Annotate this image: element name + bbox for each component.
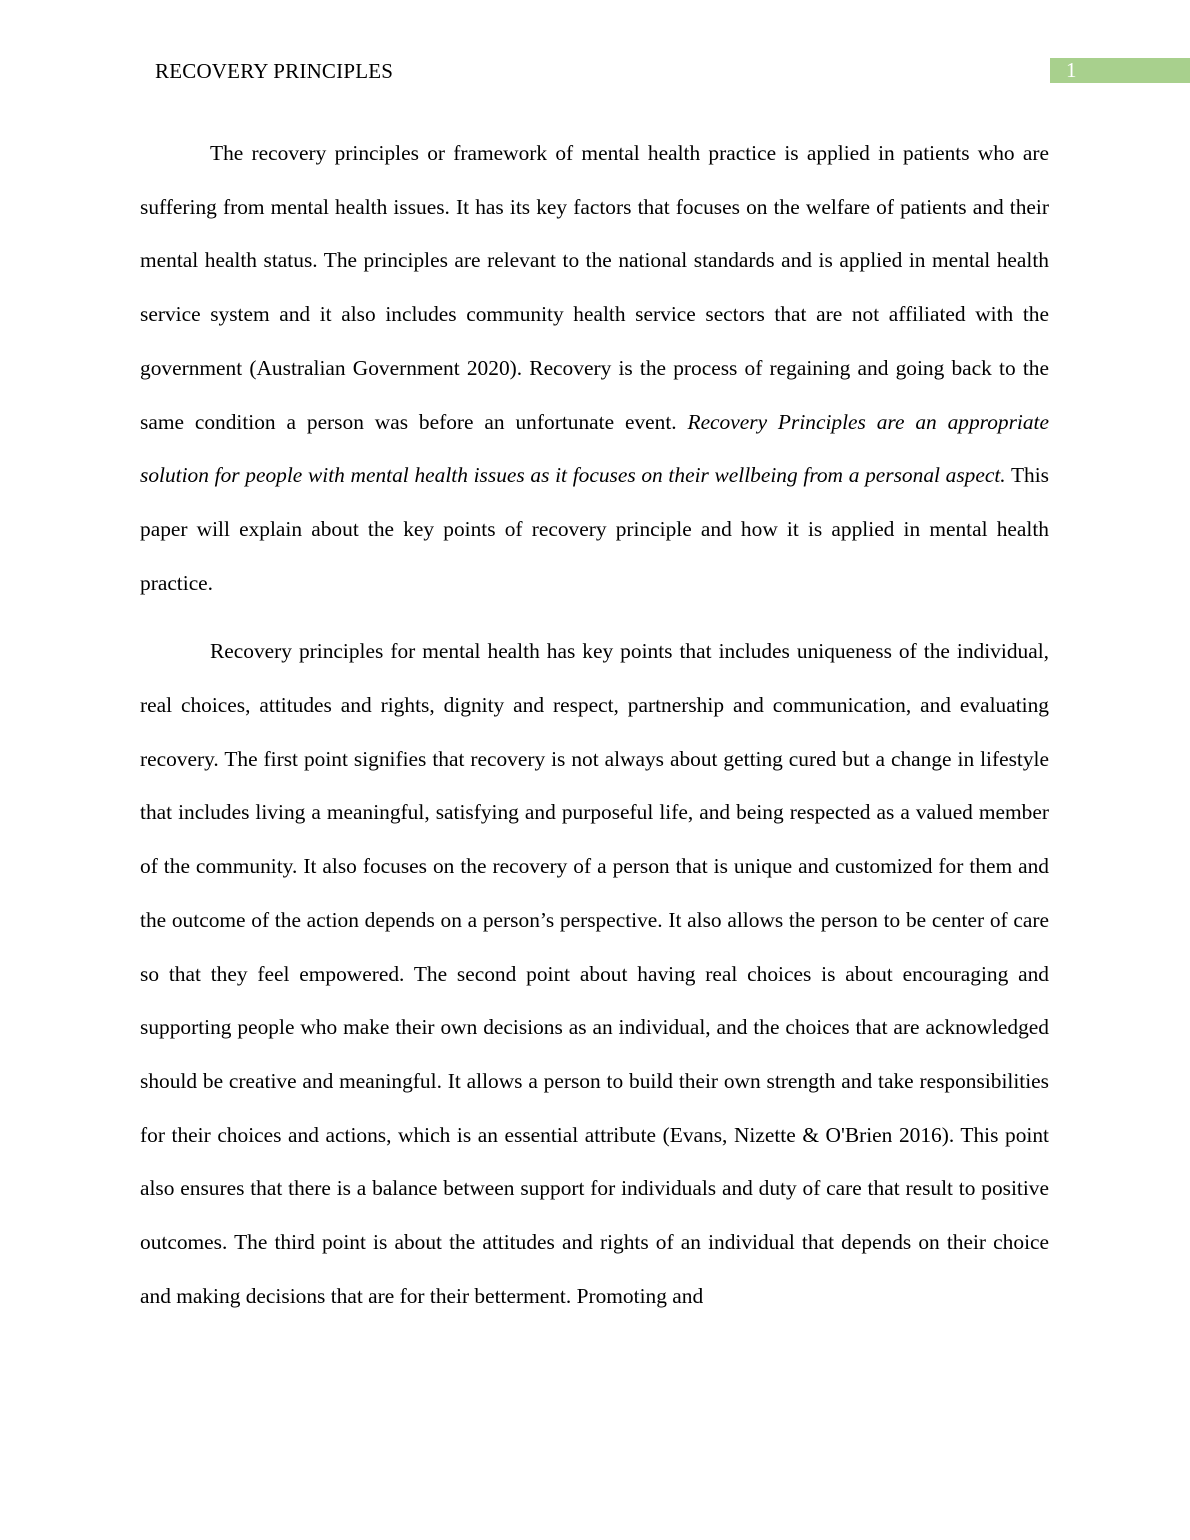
paragraph-introduction [140, 127, 1049, 610]
paragraph-key-points: Recovery principles for mental health has key points that includes uniqueness of the individual, real choices, attitudes and rights, dignity and respect, partnership and communication, and evaluating recovery. The first point signifies that recovery is not always about getting cured but a change in lifestyle that includes living a meaningful, satisfying and purposeful life, and being respected as a valued member of the community. It also focuses on the recovery of a person that is unique and customized for them and the outcome of the action depends on a person’s perspective. It also allows the person to be center of care so that they feel empowered. The second point about having real choices is about encouraging and supporting people who make their own decisions as an individual, and the choices that are acknowledged should be creative and meaningful. It allows a person to build their own strength and take responsibilities for their choices and actions, which is an essential attribute (Evans, Nizette & O'Brien 2016). This point also ensures that there is a balance between support for individuals and duty of care that result to positive outcomes. The third point is about the attitudes and rights of an individual that depends on their choice and making decisions that are for their betterment. Promoting and [140, 639, 1049, 1308]
intro-text-end: This paper will explain about the key points of recovery principle and how it is applied in mental health practice. [140, 463, 1049, 595]
page-number: 1 [1066, 58, 1077, 82]
thesis-statement: Recovery Principles are an appropriate solution for people with mental health issues as it focuses on their wellbeing from a personal aspect. [140, 409, 1049, 488]
document-body [140, 127, 1049, 1323]
page-number-box [1050, 58, 1190, 83]
intro-text-start: The recovery principles or framework of mental health practice is applied in patients who are suffering from mental health issues. It has its key factors that focuses on the welfare of patients and their mental health status. The principles are relevant to the national standards and is applied in mental health service system and it also includes community health service sectors that are not affiliated with the government (Australian Government 2020). Recovery is the process of regaining and going back to the same condition a person was before an unfortunate event. [140, 141, 1049, 434]
running-head: RECOVERY PRINCIPLES [155, 59, 394, 83]
